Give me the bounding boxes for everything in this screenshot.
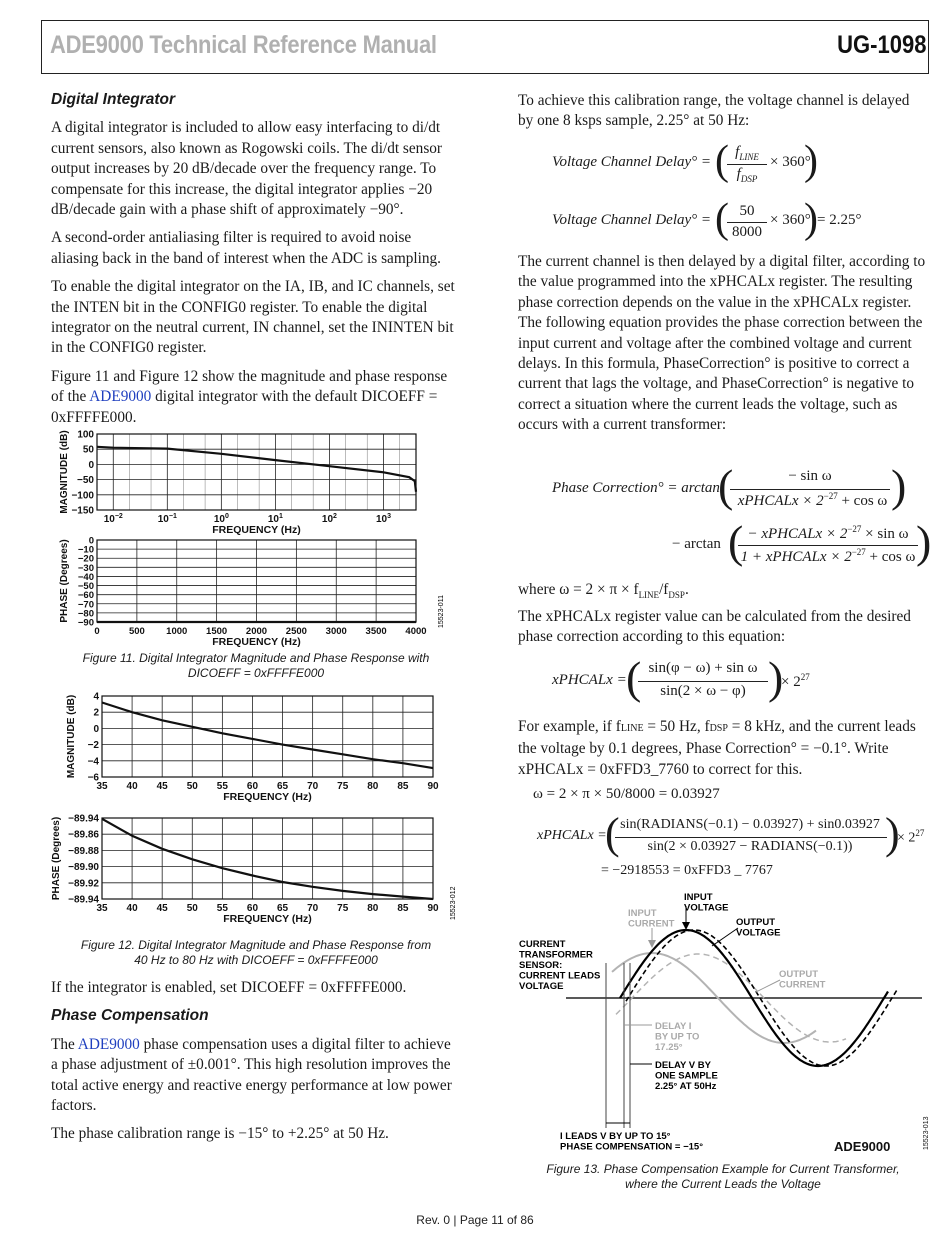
x-tick-label: 4000 — [405, 626, 427, 637]
x-tick-label: 50 — [186, 903, 198, 914]
ade9000-link[interactable]: ADE9000 — [77, 1035, 140, 1053]
x-tick-label: 90 — [427, 903, 439, 914]
y-tick-label: 100 — [77, 429, 94, 441]
x-tick-label: 85 — [397, 903, 409, 914]
y-axis-label: PHASE (Degrees) — [51, 816, 62, 901]
equation-voltage-delay-2: Voltage Channel Delay° = ( 50 8000 × 360° ) = 2.25° — [552, 196, 862, 242]
arrow-output-voltage — [712, 928, 738, 946]
arrow-head — [682, 922, 690, 930]
x-tick-label: 90 — [427, 781, 439, 792]
section-heading-digital-integrator: Digital Integrator — [51, 91, 176, 108]
x-tick-label: 70 — [307, 781, 319, 792]
delay-i-label: 17.25° — [655, 1042, 683, 1053]
output-current-label: CURRENT — [779, 979, 826, 991]
y-tick-label: −6 — [87, 772, 99, 784]
paragraph: The phase calibration range is −15° to +2.25° at 50 Hz. — [51, 1125, 389, 1143]
y-axis-label: MAGNITUDE (dB) — [59, 430, 70, 514]
ct-sensor-label: CURRENT LEADS — [519, 970, 601, 982]
output-voltage-label: VOLTAGE — [736, 927, 781, 939]
figure-13-caption: Figure 13. Phase Compensation Example for Current Transformer, where the Current Leads the Voltage — [546, 1162, 900, 1191]
y-tick-label: −10 — [77, 544, 94, 556]
section-heading-phase-compensation: Phase Compensation — [51, 1007, 209, 1025]
equation-voltage-delay-1: Voltage Channel Delay° = ( $f_{LINE}$ $f_{DSP}$ × 360° ) — [552, 138, 818, 184]
x-tick-label: $10^{-2}$ — [103, 513, 123, 525]
x-tick-label: $10^3$ — [375, 513, 391, 525]
y-tick-label: 4 — [93, 691, 99, 703]
ade9000-link[interactable]: ADE9000 — [89, 388, 152, 406]
paragraph: To enable the digital integrator on the IA, IB, and IC channels, set the INTEN bit in the CONFIG0 register. To enable the digital integrator on the neutral current, IN channel, set the ININTEN bit in the CONFIG0 register. — [51, 278, 455, 357]
x-tick-label: 80 — [367, 781, 379, 792]
x-tick-label: 80 — [367, 903, 379, 914]
figure-id: 15523-012 — [450, 886, 457, 920]
right-paragraph-4: For example, if fLINE = 50 Hz, fDSP = 8 kHz, and the current leads the voltage by 0.1 degrees, Phase Correction° = −0.1°. Write xPHCALx = 0xFFD3_7760 to correct for this. — [518, 718, 916, 778]
x-tick-label: 60 — [246, 781, 259, 792]
input-voltage-label: INPUT — [684, 892, 713, 903]
y-axis-label: MAGNITUDE (dB) — [66, 694, 77, 779]
x-tick-label: 85 — [397, 781, 409, 792]
y-tick-label: −30 — [77, 562, 94, 574]
paragraph: A digital integrator is included to allow easy interfacing to di/dt current sensors, also known as Rogowski coils. The di/dt sensor output increases by 20 dB/decade over the frequency range. To compensate for this increase, the digital integrator applies −20 dB/decade gain with a phase shift of approximately −90°. — [51, 119, 443, 219]
ct-sensor-label: CURRENT — [519, 939, 566, 950]
x-tick-label: 75 — [337, 781, 349, 792]
y-tick-label: −89.94 — [68, 813, 99, 825]
x-axis-label: FREQUENCY (Hz) — [223, 913, 312, 925]
y-tick-label: −89.94 — [68, 894, 99, 906]
x-axis-label: FREQUENCY (Hz) — [223, 791, 312, 803]
equation-result: = −2918553 = 0xFFD3 _ 7767 — [601, 863, 773, 878]
figure-12-caption: Figure 12. Digital Integrator Magnitude and Phase Response from 40 Hz to 80 Hz with DICOEFF = 0xFFFFE000 — [80, 938, 432, 967]
document-title: ADE9000 Technical Reference Manual — [50, 31, 437, 59]
delay-v-label: 2.25° AT 50Hz — [655, 1081, 717, 1092]
y-tick-label: −150 — [71, 505, 94, 517]
y-tick-label: 50 — [82, 444, 94, 456]
plot-frame — [102, 818, 433, 899]
equation-phase-correction-2: − arctan ( − xPHCALx × $2^{-27} \times \sin \omega$ 1 + xPHCALx × $2^{-27} + \cos \omega$ ) — [672, 516, 932, 567]
output-voltage-label: OUTPUT — [736, 917, 776, 928]
figure-11-chart — [51, 428, 451, 652]
x-tick-label: 60 — [246, 903, 259, 914]
y-tick-label: −50 — [77, 581, 94, 593]
x-tick-label: 45 — [156, 903, 168, 914]
x-tick-label: 55 — [216, 781, 228, 792]
x-tick-label: $10^2$ — [321, 513, 337, 525]
left-column-lower — [51, 978, 461, 1153]
x-tick-label: 70 — [307, 903, 319, 914]
x-tick-label: $10^{-1}$ — [157, 513, 177, 525]
x-axis-label: FREQUENCY (Hz) — [212, 636, 301, 648]
x-tick-label: 2000 — [245, 626, 268, 637]
y-tick-label: −40 — [77, 571, 94, 583]
plot-frame — [97, 434, 416, 510]
right-paragraph-1: To achieve this calibration range, the voltage channel is delayed by one 8 ksps sample, 2.25° at 50 Hz: — [518, 92, 910, 130]
delay-i-label: BY UP TO — [655, 1031, 700, 1043]
i-leads-label: PHASE COMPENSATION = −15° — [560, 1141, 703, 1153]
figure-13-diagram — [516, 888, 934, 1158]
paragraph: Figure 11 and Figure 12 show the magnitude and phase response of the ADE9000 digital integrator with the default DICOEFF = 0xFFFFE000. — [51, 367, 448, 426]
y-tick-label: −89.90 — [68, 862, 99, 874]
x-tick-label: 1500 — [206, 626, 228, 637]
x-tick-label: 50 — [186, 781, 198, 792]
x-tick-label: 3000 — [325, 626, 347, 637]
x-tick-label: 40 — [126, 903, 138, 914]
y-tick-label: −60 — [77, 590, 94, 602]
right-paragraph-2: The current channel is then delayed by a digital filter, according to the value programmed into the xPHCALx register. The resulting phase correction depends on the value in the xPHCALx register. The following equation provides the phase correction between the input current and voltage after the combined voltage and current delays. In this formula, PhaseCorrection° is positive to correct a current that lags the voltage, and PhaseCorrection° is negative to correct a situation where the current leads the voltage, such as occurs with a current transformer: — [518, 253, 926, 434]
where-omega: where $\omega = 2 \times \pi \times f_{LINE}/f_{DSP}$. — [518, 581, 689, 601]
x-tick-label: 2500 — [285, 626, 307, 637]
y-tick-label: 0 — [88, 535, 94, 547]
series-line — [102, 819, 433, 899]
input-current-label: INPUT — [628, 908, 657, 919]
delay-v-label: DELAY V BY — [655, 1060, 711, 1071]
x-tick-label: 3500 — [365, 626, 387, 637]
delay-i-label: DELAY I — [655, 1021, 692, 1032]
x-tick-label: 65 — [276, 781, 289, 792]
x-tick-label: 0 — [94, 626, 100, 637]
x-tick-label: 65 — [276, 903, 289, 914]
y-tick-label: −20 — [77, 553, 94, 565]
figure-id: 15523-013 — [923, 1116, 930, 1150]
x-tick-label: $10^0$ — [213, 513, 229, 525]
ct-sensor-label: TRANSFORMER — [519, 949, 593, 961]
plot-frame — [102, 696, 433, 777]
right-paragraph-3: The xPHCALx register value can be calculated from the desired phase correction according to this equation: — [518, 608, 911, 646]
page-footer: Rev. 0 | Page 11 of 86 — [416, 1213, 534, 1227]
figure-12-chart — [51, 688, 463, 934]
y-tick-label: 2 — [93, 707, 99, 719]
y-axis-label: PHASE (Degrees) — [59, 539, 70, 623]
equation-xphcalx: xPHCALx = ( sin(φ − ω) + sin ω sin(2 × ω − φ) ) × $2^{27}$ — [552, 652, 810, 703]
figure-11-caption: Figure 11. Digital Integrator Magnitude and Phase Response with DICOEFF = 0xFFFFE000 — [82, 651, 430, 680]
y-tick-label: 0 — [88, 459, 94, 471]
y-tick-label: −89.86 — [68, 829, 99, 841]
y-tick-label: −4 — [87, 756, 99, 768]
x-tick-label: 35 — [96, 903, 108, 914]
left-column — [51, 90, 461, 436]
x-tick-label: 500 — [128, 626, 145, 637]
y-tick-label: −89.92 — [68, 878, 99, 890]
x-tick-label: 55 — [216, 903, 228, 914]
output-current-label: OUTPUT — [779, 969, 819, 980]
equation-omega-value: ω = 2 × π × 50/8000 = 0.03927 — [533, 786, 720, 802]
y-tick-label: −90 — [77, 617, 94, 629]
x-tick-label: 45 — [156, 781, 168, 792]
x-tick-label: 40 — [126, 781, 138, 792]
delay-v-label: ONE SAMPLE — [655, 1070, 718, 1082]
equation-phase-correction: Phase Correction° = arctan ( − sin ω xPHCALx × $2^{-27} + \cos \omega$ ) — [552, 460, 907, 511]
y-tick-label: −2 — [87, 740, 99, 752]
x-tick-label: 75 — [337, 903, 349, 914]
x-tick-label: 35 — [96, 781, 108, 792]
arrow-output-current — [756, 980, 780, 992]
y-tick-label: −100 — [71, 490, 94, 502]
brand-label: ADE9000 — [834, 1139, 891, 1154]
x-tick-label: 1000 — [166, 626, 188, 637]
ct-sensor-label: SENSOR: — [519, 960, 563, 971]
paragraph: If the integrator is enabled, set DICOEFF = 0xFFFFE000. — [51, 979, 407, 996]
figure-id: 15523-011 — [438, 595, 445, 628]
y-tick-label: −50 — [77, 475, 94, 487]
paragraph: The ADE9000 phase compensation uses a digital filter to achieve a phase adjustment of ±0.001°. This high resolution improves the total active energy and reactive energy performance at low power factors. — [51, 1035, 452, 1115]
series-line — [97, 447, 416, 492]
paragraph: A second-order antialiasing filter is required to avoid noise aliasing back in the band of interest when the ADC is sampling. — [51, 229, 441, 267]
y-tick-label: 0 — [93, 723, 99, 735]
x-tick-label: $10^1$ — [267, 513, 283, 525]
document-code: UG-1098 — [836, 31, 926, 59]
y-tick-label: −70 — [77, 599, 94, 611]
input-current-label: CURRENT — [628, 918, 675, 930]
equation-xphcalx-example: xPHCALx = ( sin(RADIANS(−0.1) − 0.03927) + sin0.03927 sin(2 × 0.03927 − RADIANS(−0.1)) ) × $2^{27}$ — [537, 809, 925, 858]
i-leads-label: I LEADS V BY UP TO 15° — [560, 1131, 671, 1142]
ct-sensor-label: VOLTAGE — [519, 981, 564, 992]
y-tick-label: −89.88 — [68, 845, 99, 857]
y-tick-label: −80 — [77, 608, 94, 620]
input-voltage-label: VOLTAGE — [684, 902, 729, 914]
x-axis-label: FREQUENCY (Hz) — [212, 524, 301, 536]
